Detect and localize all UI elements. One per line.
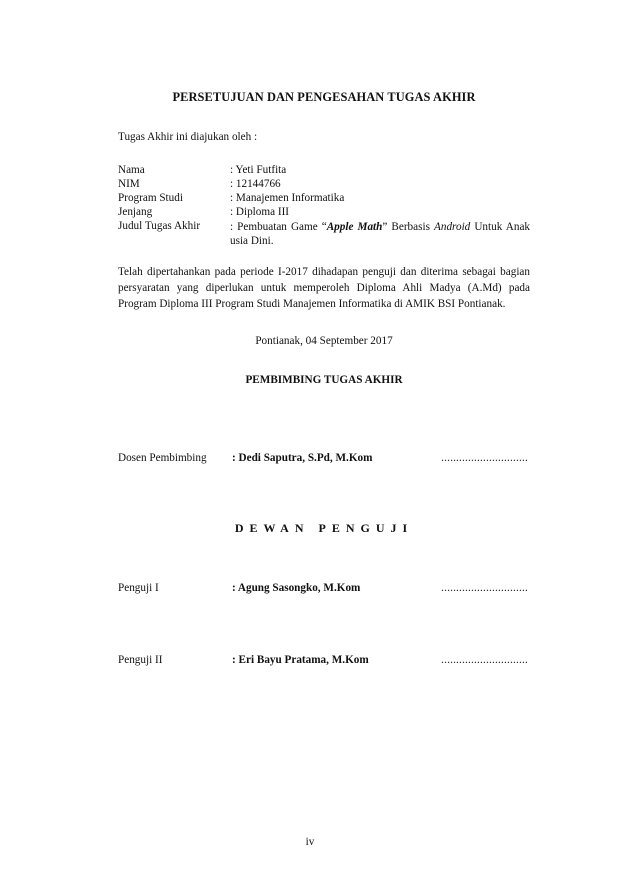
field-label: Nama <box>118 164 145 176</box>
role-label: Penguji II <box>118 654 163 666</box>
signature-line: ............................. <box>441 582 528 594</box>
field-value: : Yeti Futfita <box>230 164 287 176</box>
page-number: iv <box>305 836 315 848</box>
field-value: : Diploma III <box>230 206 290 218</box>
date-place: Pontianak, 04 September 2017 <box>255 335 393 347</box>
field-value: : Manajemen Informatika <box>230 192 345 204</box>
field-value: : 12144766 <box>230 178 281 190</box>
judul-prefix: : Pembuatan Game “ <box>230 221 327 233</box>
person-name: : Dedi Saputra, S.Pd, M.Kom <box>232 452 373 464</box>
role-label: Penguji I <box>118 582 159 594</box>
field-label: Program Studi <box>118 192 183 204</box>
approval-paragraph: Telah dipertahankan pada periode I-2017 dihadapan penguji dan diterima sebagai bagian persyaratan yang diperlukan untuk memperoleh Diploma Ahli Madya (A.Md) pada Program Diploma III Program Studi Manajemen Informatika di AMIK BSI Pontianak. <box>118 266 530 310</box>
judul-middle: ” Berbasis <box>382 221 435 233</box>
field-value <box>230 220 530 248</box>
person-name: : Agung Sasongko, M.Kom <box>232 582 361 594</box>
field-label: NIM <box>118 178 140 190</box>
field-label: Judul Tugas Akhir <box>118 220 201 232</box>
dewan-penguji-heading: DEWAN PENGUJI <box>234 521 414 535</box>
judul-platform: Android <box>434 221 471 233</box>
page-title: PERSETUJUAN DAN PENGESAHAN TUGAS AKHIR <box>172 90 476 104</box>
signature-line: ............................. <box>441 654 528 666</box>
judul-game: Apple Math <box>326 221 383 233</box>
intro-text: Tugas Akhir ini diajukan oleh : <box>118 131 258 143</box>
signature-line: ............................. <box>441 452 528 464</box>
person-name: : Eri Bayu Pratama, M.Kom <box>232 654 369 666</box>
judul-suffix: Untuk Anak usia Dini. <box>230 221 530 247</box>
field-label: Jenjang <box>118 206 153 218</box>
pembimbing-heading: PEMBIMBING TUGAS AKHIR <box>245 374 403 386</box>
role-label: Dosen Pembimbing <box>118 452 207 464</box>
